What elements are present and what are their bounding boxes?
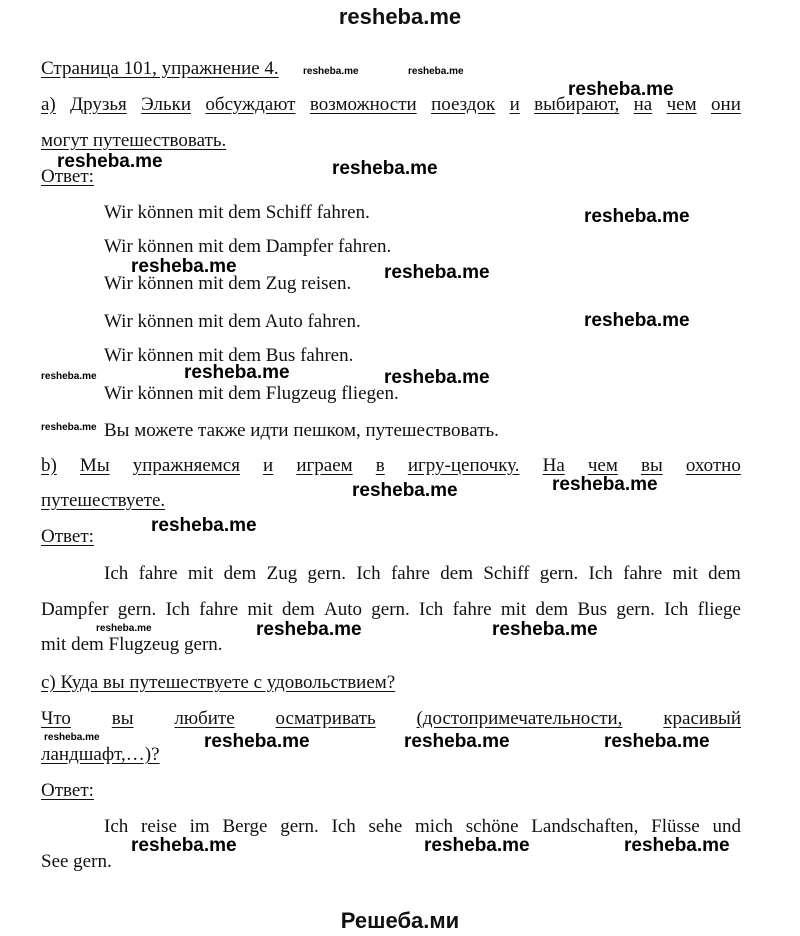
watermark: resheba.me	[492, 619, 598, 640]
word: fahre	[138, 563, 178, 584]
watermark: resheba.me	[96, 623, 152, 634]
task-c-question-2-line2: ландшафт,…)?	[41, 744, 160, 765]
task-a-answer-6: Wir können mit dem Flugzeug fliegen.	[104, 383, 399, 404]
watermark: resheba.me	[131, 256, 237, 277]
word: обсуждают	[205, 94, 296, 115]
footer-site-name: Решеба.ми	[340, 908, 460, 933]
word: упражняемся	[132, 455, 240, 476]
watermark: resheba.me	[604, 731, 710, 752]
word: красивый	[663, 708, 741, 729]
task-a-answer-2: Wir können mit dem Dampfer fahren.	[104, 236, 392, 257]
word: b)	[41, 455, 57, 476]
word: fliege	[697, 599, 741, 620]
word: возможности	[309, 94, 417, 115]
task-a-question-line2: могут путешествовать.	[41, 130, 227, 151]
word: mit	[672, 563, 698, 584]
watermark: resheba.me	[584, 206, 690, 227]
word: в	[375, 455, 385, 476]
word: Что	[41, 708, 71, 729]
watermark: resheba.me	[424, 835, 530, 856]
watermark: resheba.me	[184, 362, 290, 383]
task-a-answer-3: Wir können mit dem Zug reisen.	[104, 273, 352, 294]
word: на	[633, 94, 653, 115]
watermark: resheba.me	[256, 619, 362, 640]
word: gern.	[539, 563, 579, 584]
watermark: resheba.me	[568, 79, 674, 100]
watermark: resheba.me	[131, 835, 237, 856]
task-c-answer-label: Ответ:	[41, 780, 94, 801]
word: и	[509, 94, 520, 115]
word: im	[189, 816, 210, 837]
word: gern.	[307, 563, 347, 584]
word: dem	[708, 563, 741, 584]
word: und	[712, 816, 741, 837]
task-a-answer-label: Ответ:	[41, 166, 94, 187]
watermark: resheba.me	[384, 367, 490, 388]
task-c-question-2-line1	[41, 708, 741, 730]
word: mit	[187, 563, 214, 584]
word: чем	[587, 455, 618, 476]
word: sehe	[368, 816, 403, 837]
watermark: resheba.me	[332, 158, 438, 179]
word: Ich	[664, 599, 689, 620]
word: Друзья	[70, 94, 127, 115]
word: Flüsse	[651, 816, 700, 837]
watermark: resheba.me	[384, 262, 490, 283]
word: dem	[440, 563, 473, 584]
header-site-name: resheba.me	[338, 4, 462, 29]
watermark: resheba.me	[57, 151, 163, 172]
word: Ich	[165, 599, 190, 620]
task-a-answer-1: Wir können mit dem Schiff fahren.	[104, 202, 370, 223]
task-a-answer-4: Wir können mit dem Auto fahren.	[104, 311, 361, 332]
task-c-answer-line2: See gern.	[41, 851, 112, 872]
word: Landschaften,	[531, 816, 639, 837]
word: чем	[666, 94, 697, 115]
word: вы	[640, 455, 663, 476]
word: вы	[111, 708, 134, 729]
word: Bus	[577, 599, 608, 620]
watermark: resheba.me	[151, 515, 257, 536]
word: Schiff	[483, 563, 530, 584]
word: dem	[282, 599, 315, 620]
word: dem	[223, 563, 257, 584]
task-b-question-line2: путешествуете.	[41, 490, 166, 511]
watermark: resheba.me	[352, 480, 458, 501]
word: gern.	[117, 599, 157, 620]
word: игру-цепочку.	[407, 455, 520, 476]
word: mit	[247, 599, 273, 620]
task-a-note: Вы можете также идти пешком, путешествовать.	[104, 420, 499, 441]
word: Dampfer	[41, 599, 109, 620]
watermark: resheba.me	[404, 731, 510, 752]
watermark: resheba.me	[584, 310, 690, 331]
watermark: resheba.me	[552, 474, 658, 495]
word: играем	[296, 455, 353, 476]
word: Berge	[222, 816, 268, 837]
word: Ich	[419, 599, 444, 620]
word: Ich	[331, 816, 356, 837]
word: Мы	[79, 455, 110, 476]
task-a-answer-5: Wir können mit dem Bus fahren.	[104, 345, 354, 366]
task-b-answer-label: Ответ:	[41, 526, 94, 547]
task-b-answer-line2	[41, 599, 741, 621]
word: и	[263, 455, 274, 476]
word: выбирают,	[534, 94, 620, 115]
word: mich	[415, 816, 454, 837]
word: reise	[141, 816, 177, 837]
watermark: resheba.me	[41, 371, 97, 382]
word: fahre	[390, 563, 430, 584]
watermark: resheba.me	[303, 66, 359, 77]
watermark: resheba.me	[408, 66, 464, 77]
word: Эльки	[141, 94, 192, 115]
task-b-answer-line1	[104, 563, 741, 585]
word: dem	[535, 599, 569, 620]
word: они	[711, 94, 741, 115]
watermark: resheba.me	[41, 422, 97, 433]
word: fahre	[623, 563, 663, 584]
word: fahre	[452, 599, 492, 620]
word: осматривать	[275, 708, 376, 729]
page-title: Страница 101, упражнение 4.	[41, 58, 279, 79]
word: gern.	[280, 816, 319, 837]
word: Ich	[104, 816, 129, 837]
word: Auto	[324, 599, 362, 620]
word: Ich	[588, 563, 613, 584]
word: Zug	[266, 563, 298, 584]
word: fahre	[199, 599, 239, 620]
word: На	[542, 455, 565, 476]
word: а)	[41, 94, 56, 115]
word: schöne	[465, 816, 519, 837]
task-b-answer-line3: mit dem Flugzeug gern.	[41, 634, 223, 655]
task-c-question-1: c) Куда вы путешествуете с удовольствием?	[41, 672, 396, 693]
word: поездок	[431, 94, 496, 115]
word: mit	[500, 599, 527, 620]
watermark: resheba.me	[624, 835, 730, 856]
watermark: resheba.me	[44, 732, 100, 743]
word: Ich	[356, 563, 381, 584]
word: gern.	[371, 599, 410, 620]
word: Ich	[104, 563, 129, 584]
word: (достопримечательности,	[416, 708, 623, 729]
word: охотно	[685, 455, 741, 476]
watermark: resheba.me	[204, 731, 310, 752]
word: любите	[174, 708, 235, 729]
word: gern.	[616, 599, 655, 620]
